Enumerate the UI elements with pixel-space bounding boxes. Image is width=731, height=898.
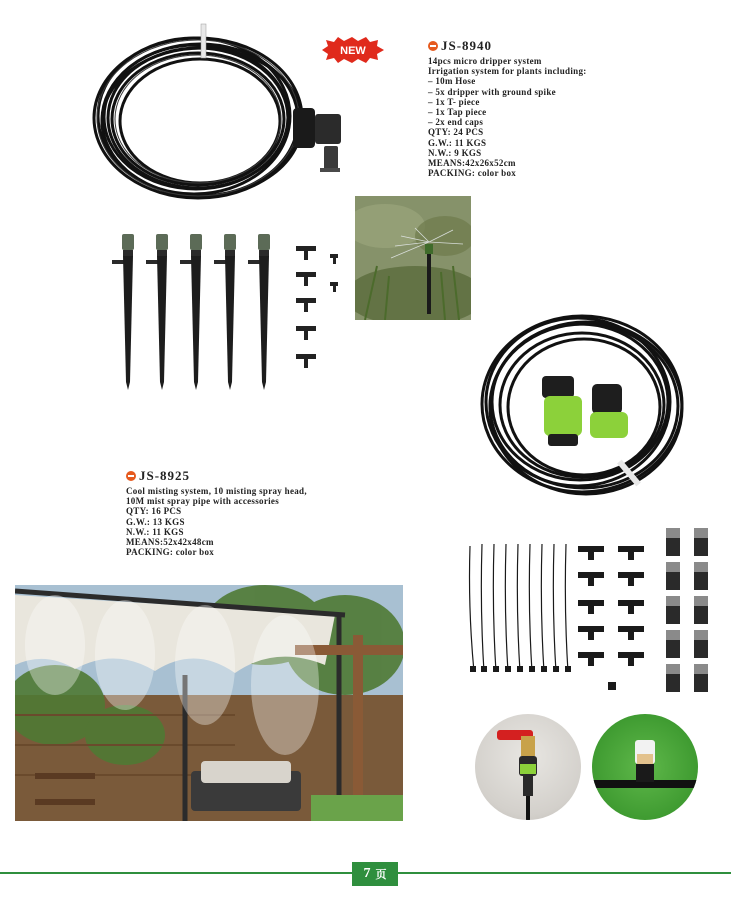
spec-line: MEANS:52x42x48cm (126, 537, 214, 548)
spec-line: G.W.: 13 KGS (126, 516, 185, 527)
spec-line: QTY: 24 PCS (428, 127, 484, 138)
spec-line: – 5x dripper with ground spike (428, 86, 556, 97)
spec-line: 10M mist spray pipe with accessories (126, 496, 280, 507)
spec-line: G.W.: 11 KGS (428, 137, 487, 148)
dripper-spikes-image (106, 232, 346, 397)
new-badge-icon (322, 37, 384, 63)
new-badge-text: NEW (340, 45, 366, 57)
product-1-model-number: JS-8940 (441, 38, 493, 53)
product-1-model (428, 38, 587, 54)
product-2-model (126, 468, 307, 484)
nozzle-on-grass-photo (592, 714, 698, 820)
coiled-hose-image (88, 22, 350, 217)
product-2-model-number: JS-8925 (139, 468, 191, 483)
page-suffix: 页 (375, 868, 387, 881)
garden-dripper-photo (355, 196, 471, 320)
page-number: 7 (363, 866, 371, 881)
spec-line: 14pcs micro dripper system (428, 56, 542, 66)
product-1-info (428, 38, 587, 178)
nozzle-illustration (592, 714, 698, 820)
patio-illustration (15, 585, 403, 821)
tap-connector-photo (475, 714, 581, 820)
product-1-specs (428, 56, 587, 178)
page-number-badge (352, 862, 398, 886)
patio-misting-photo (15, 585, 403, 821)
model-bullet-icon (126, 471, 136, 481)
misting-hose-coil-image (476, 308, 692, 508)
spec-line: Irrigation system for plants including: (428, 66, 587, 77)
spec-line: N.W.: 11 KGS (126, 526, 184, 537)
model-bullet-icon (428, 41, 438, 51)
spec-line: PACKING: color box (428, 168, 517, 179)
spec-line: – 10m Hose (428, 76, 476, 87)
spec-line: PACKING: color box (126, 547, 215, 558)
garden-dripper-illustration (355, 196, 471, 320)
spec-line: – 2x end caps (428, 117, 484, 128)
product-2-info (126, 468, 307, 557)
spec-line: – 1x T- piece (428, 96, 480, 107)
spec-line: N.W.: 9 KGS (428, 147, 482, 158)
spec-line: QTY: 16 PCS (126, 506, 182, 517)
spec-line: – 1x Tap piece (428, 107, 487, 118)
spec-line: Cool misting system, 10 misting spray head, (126, 486, 307, 496)
tap-connector-illustration (475, 714, 581, 820)
spec-line: MEANS:42x26x52cm (428, 158, 516, 169)
misting-accessories-image (466, 528, 716, 698)
product-2-specs (126, 486, 307, 557)
